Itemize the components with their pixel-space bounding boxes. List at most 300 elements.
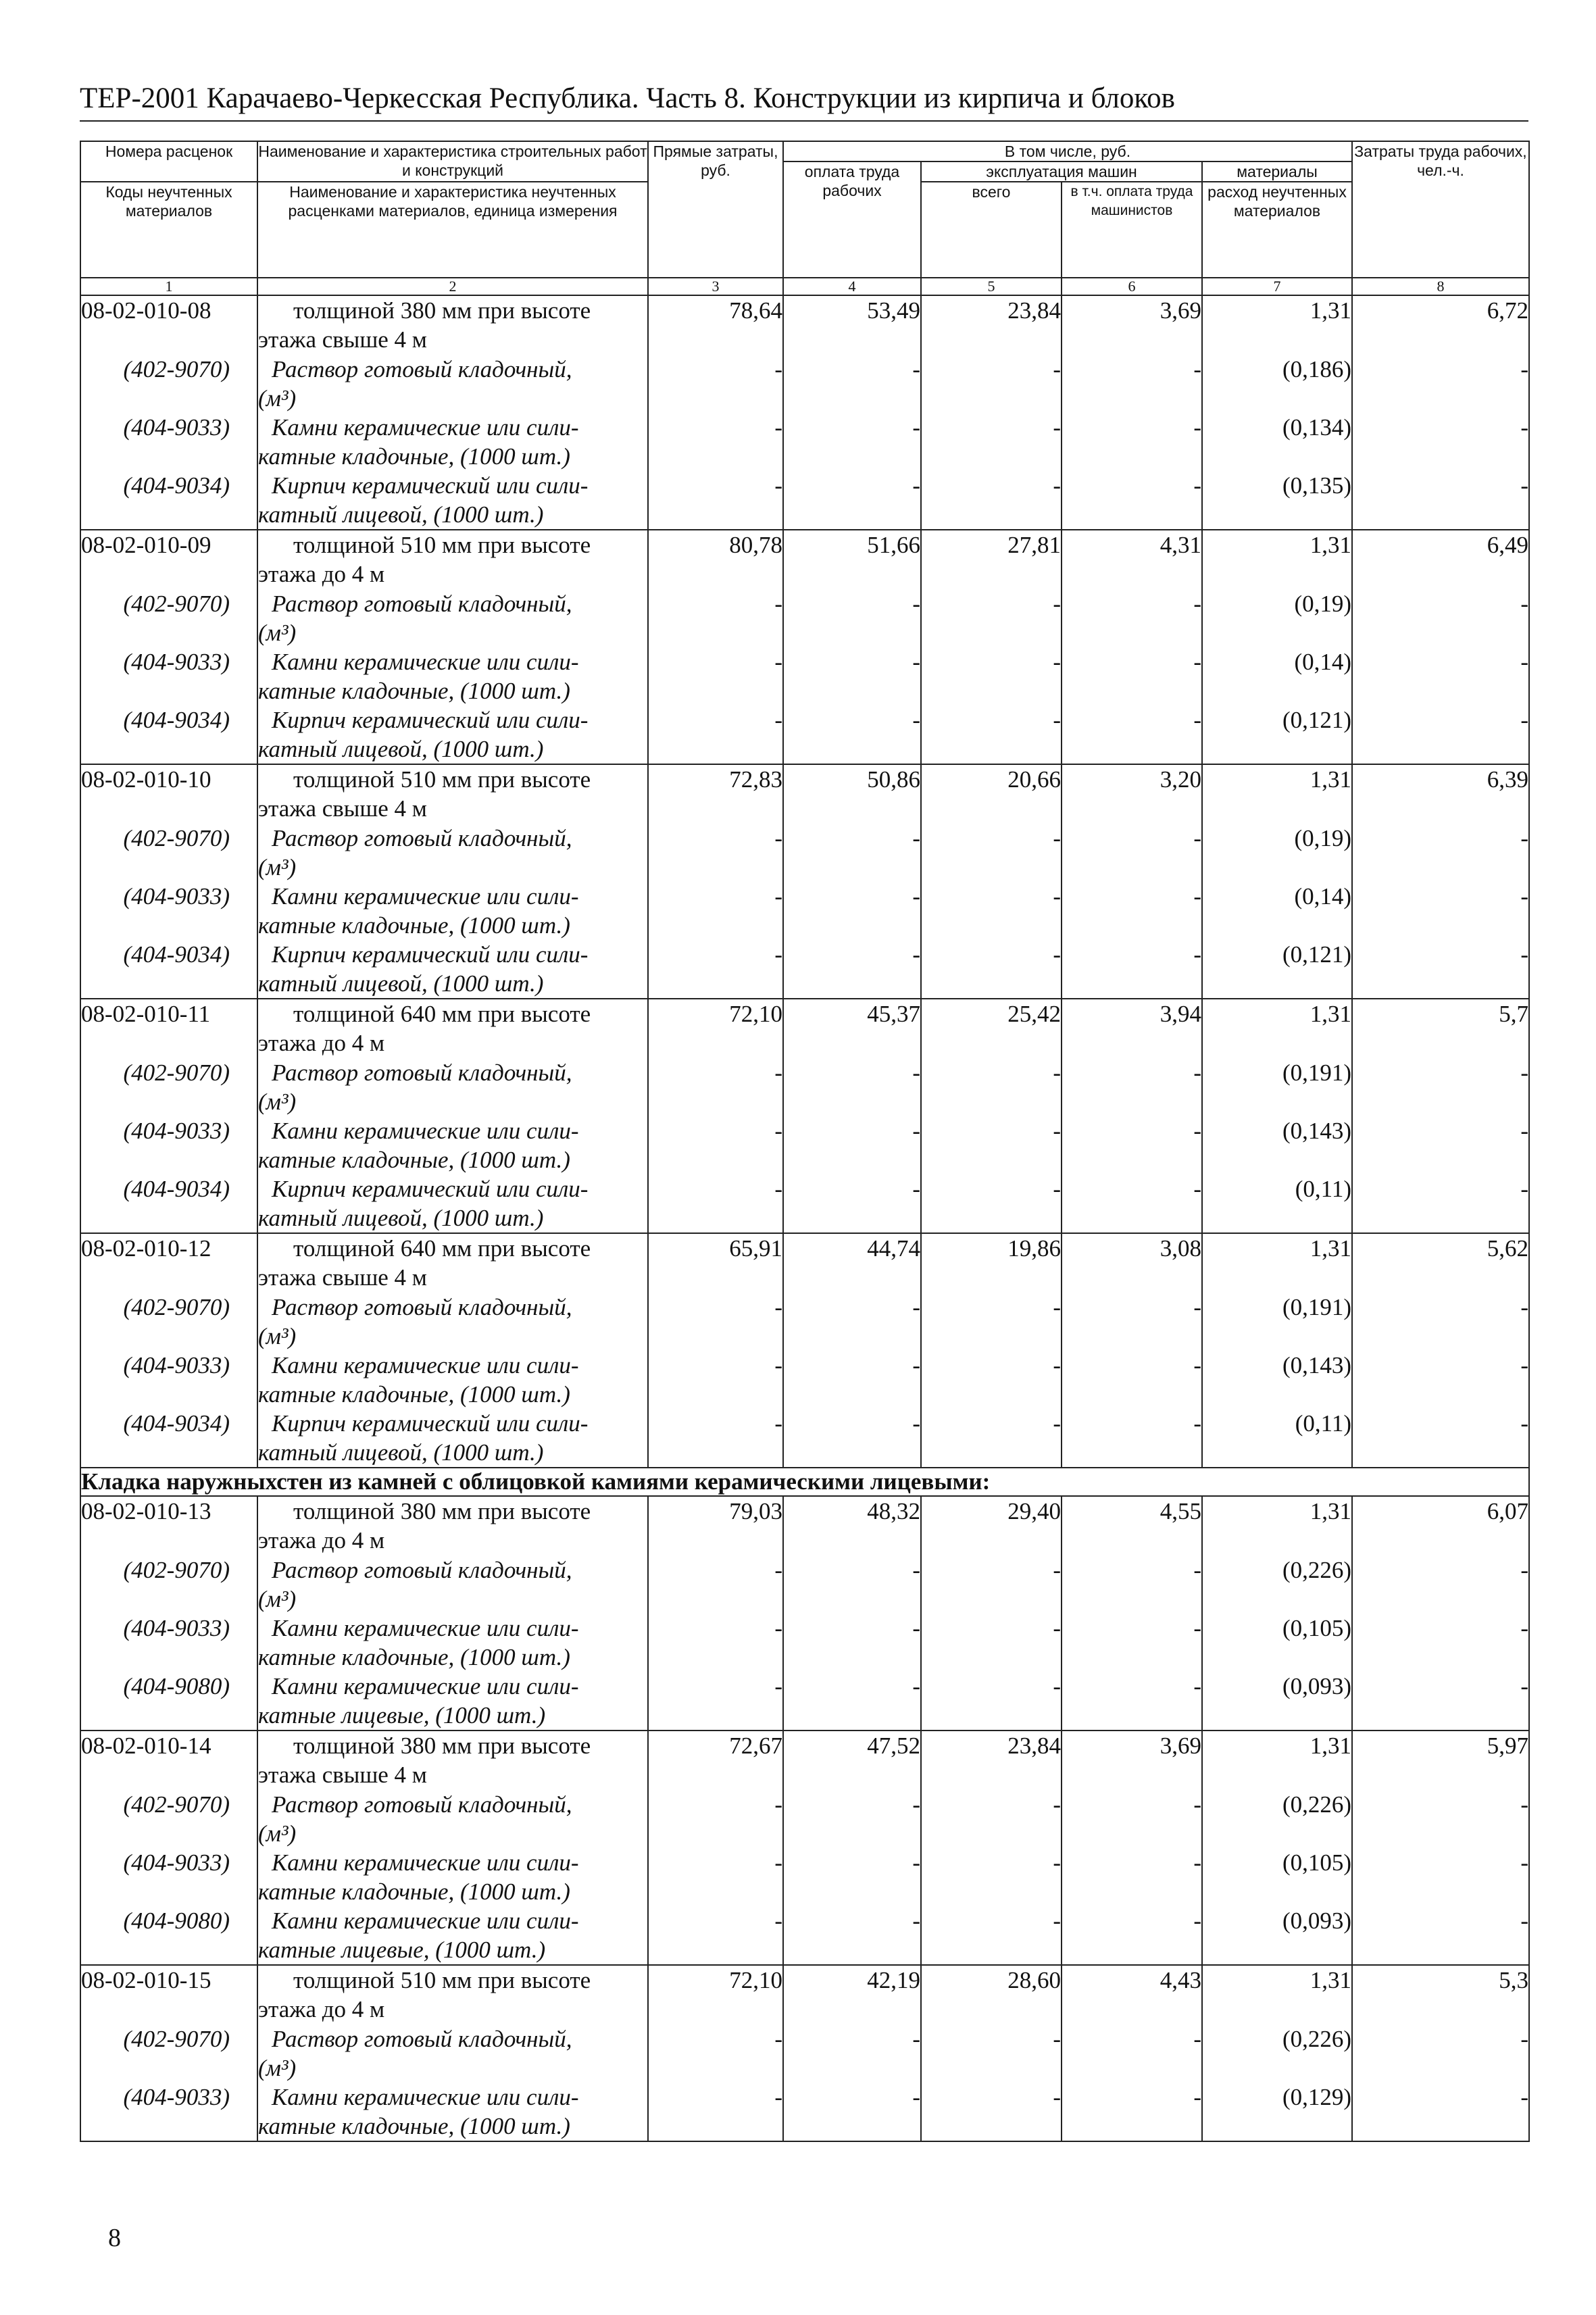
- material-value: -: [1520, 472, 1528, 499]
- rate-value: 47,52: [867, 1733, 920, 1759]
- material-value: (0,191): [1282, 1060, 1351, 1086]
- material-value: -: [1053, 2084, 1061, 2110]
- material-value: -: [1053, 591, 1061, 617]
- material-name-line2: катные кладочные, (1000 шт.): [258, 1147, 570, 1173]
- rate-row: [80, 295, 1529, 530]
- material-value: -: [1520, 1118, 1528, 1144]
- material-value: -: [912, 1176, 920, 1202]
- material-name-line2: катные кладочные, (1000 шт.): [258, 443, 570, 470]
- material-value: (0,19): [1294, 591, 1351, 617]
- material-value: -: [1193, 1410, 1201, 1437]
- material-value: (0,121): [1282, 941, 1351, 968]
- rate-code-cell: [80, 1496, 257, 1731]
- material-value: -: [1193, 1615, 1201, 1641]
- material-name-line2: (м³): [258, 1820, 297, 1847]
- material-value: -: [912, 707, 920, 733]
- rate-value: 3,08: [1159, 1235, 1201, 1262]
- material-name-line2: катные кладочные, (1000 шт.): [258, 912, 570, 939]
- column-numbers-row: [80, 278, 1529, 295]
- rate-value: 6,07: [1487, 1498, 1528, 1524]
- material-code: (404-9033): [123, 1352, 230, 1378]
- rate-value: 3,20: [1159, 766, 1201, 793]
- rate-name-line2: этажа свыше 4 м: [258, 326, 427, 353]
- rate-name: [258, 530, 647, 589]
- material-value: -: [774, 825, 782, 851]
- material-value: -: [1520, 825, 1528, 851]
- material-code: (402-9070): [123, 1294, 230, 1320]
- rate-code: 08-02-010-10: [81, 766, 211, 793]
- material-value: (0,135): [1282, 472, 1351, 499]
- material-name: [258, 1058, 647, 1116]
- material-value: -: [912, 649, 920, 675]
- rate-value: 1,31: [1310, 1733, 1351, 1759]
- material-value: -: [1520, 883, 1528, 910]
- material-value: -: [1053, 414, 1061, 441]
- material-value: -: [1193, 2084, 1201, 2110]
- rate-name-line1: толщиной 640 мм при высоте: [293, 1001, 591, 1027]
- header-machines-total: всего: [921, 182, 1062, 278]
- rate-name-line2: этажа до 4 м: [258, 1996, 385, 2022]
- material-value: -: [1053, 941, 1061, 968]
- rate-row: [80, 1496, 1529, 1731]
- rate-value: 1,31: [1310, 1967, 1351, 1993]
- material-name-line2: катные кладочные, (1000 шт.): [258, 678, 570, 704]
- rate-name-cell: [257, 1496, 648, 1731]
- rate-row: [80, 764, 1529, 999]
- material-code: (404-9033): [123, 1615, 230, 1641]
- material-value: -: [1520, 1410, 1528, 1437]
- rate-code: 08-02-010-14: [81, 1733, 211, 1759]
- column-number: 6: [1062, 278, 1202, 295]
- material-value: -: [1193, 883, 1201, 910]
- value-cell-c3: [648, 1965, 783, 2141]
- rate-name-cell: [257, 764, 648, 999]
- material-value: (0,105): [1282, 1615, 1351, 1641]
- rate-value: 1,31: [1310, 297, 1351, 324]
- material-value: (0,093): [1282, 1908, 1351, 1934]
- value-cell-c7: [1202, 1965, 1352, 2141]
- material-value: -: [1520, 1791, 1528, 1818]
- material-value: -: [912, 1615, 920, 1641]
- material-name-line2: (м³): [258, 620, 297, 646]
- header-workers-pay: оплата труда рабочих: [783, 161, 921, 278]
- material-name-line2: (м³): [258, 2055, 297, 2081]
- rate-value: 72,10: [729, 1001, 782, 1027]
- rate-value: 4,31: [1159, 532, 1201, 558]
- header-work-description: Наименование и характеристика строительных работ и конструкций: [257, 141, 648, 182]
- material-name: [258, 1293, 647, 1351]
- value-cell-c3: [648, 295, 783, 530]
- material-value: (0,105): [1282, 1849, 1351, 1876]
- value-cell-c8: [1352, 1731, 1529, 1965]
- rate-code: 08-02-010-09: [81, 532, 211, 558]
- rate-value: 23,84: [1007, 297, 1061, 324]
- material-value: -: [1193, 1294, 1201, 1320]
- material-value: -: [1520, 1615, 1528, 1641]
- table-header: [80, 141, 1529, 278]
- material-value: -: [912, 1673, 920, 1699]
- material-value: -: [1193, 1557, 1201, 1583]
- material-value: -: [1520, 2026, 1528, 2052]
- material-code: (404-9033): [123, 1849, 230, 1876]
- rate-value: 80,78: [729, 532, 782, 558]
- rate-name-line1: толщиной 380 мм при высоте: [293, 297, 591, 324]
- material-value: -: [912, 2084, 920, 2110]
- rate-name-line1: толщиной 510 мм при высоте: [293, 1967, 591, 1993]
- material-name: [258, 1116, 647, 1174]
- material-value: -: [774, 1060, 782, 1086]
- value-cell-c5: [921, 295, 1062, 530]
- value-cell-c6: [1062, 764, 1202, 999]
- rate-row: [80, 1233, 1529, 1468]
- material-value: -: [1053, 1060, 1061, 1086]
- page-number: 8: [108, 2224, 121, 2252]
- material-value: -: [1053, 1176, 1061, 1202]
- material-name-line1: Кирпич керамический или сили-: [272, 472, 589, 499]
- material-value: -: [1193, 356, 1201, 382]
- value-cell-c7: [1202, 999, 1352, 1233]
- rate-name-line1: толщиной 380 мм при высоте: [293, 1498, 591, 1524]
- rate-name-cell: [257, 999, 648, 1233]
- material-value: -: [1520, 1352, 1528, 1378]
- rate-value: 65,91: [729, 1235, 782, 1262]
- material-name-line2: катные кладочные, (1000 шт.): [258, 1644, 570, 1670]
- material-value: -: [1520, 707, 1528, 733]
- material-value: -: [1053, 1791, 1061, 1818]
- material-value: -: [774, 941, 782, 968]
- value-cell-c4: [783, 1965, 921, 2141]
- rate-code: 08-02-010-15: [81, 1967, 211, 1993]
- value-cell-c3: [648, 999, 783, 1233]
- material-name: [258, 1614, 647, 1672]
- material-value: -: [774, 356, 782, 382]
- material-value: -: [774, 1673, 782, 1699]
- material-value: -: [1520, 649, 1528, 675]
- rate-value: 1,31: [1310, 1235, 1351, 1262]
- material-value: (0,186): [1282, 356, 1351, 382]
- material-name-line1: Кирпич керамический или сили-: [272, 1410, 589, 1437]
- material-name: [258, 705, 647, 764]
- material-value: -: [1053, 472, 1061, 499]
- material-name-line2: катные лицевые, (1000 шт.): [258, 1937, 546, 1963]
- material-name-line2: (м³): [258, 1586, 297, 1612]
- rate-code-cell: [80, 1233, 257, 1468]
- rate-code-cell: [80, 1965, 257, 2141]
- material-value: -: [774, 414, 782, 441]
- material-value: (0,11): [1295, 1176, 1351, 1202]
- header-material-description: Наименование и характеристика неучтенных расценками материалов, единица измерения: [257, 182, 648, 278]
- material-name-line2: катный лицевой, (1000 шт.): [258, 1205, 544, 1231]
- rate-code-cell: [80, 764, 257, 999]
- value-cell-c5: [921, 1731, 1062, 1965]
- value-cell-c4: [783, 1233, 921, 1468]
- rate-value: 48,32: [867, 1498, 920, 1524]
- material-name-line2: катные кладочные, (1000 шт.): [258, 2113, 570, 2139]
- value-cell-c4: [783, 295, 921, 530]
- material-value: -: [1193, 1849, 1201, 1876]
- material-value: -: [1053, 1352, 1061, 1378]
- material-value: -: [1053, 2026, 1061, 2052]
- material-name-line2: катный лицевой, (1000 шт.): [258, 736, 544, 762]
- value-cell-c5: [921, 1233, 1062, 1468]
- material-name-line1: Раствор готовый кладочный,: [272, 1294, 572, 1320]
- rate-name: [258, 1234, 647, 1293]
- material-code: (404-9033): [123, 649, 230, 675]
- material-code: (402-9070): [123, 1557, 230, 1583]
- material-code: (404-9033): [123, 1118, 230, 1144]
- material-value: (0,19): [1294, 825, 1351, 851]
- material-value: -: [774, 1294, 782, 1320]
- material-value: -: [1193, 2026, 1201, 2052]
- material-value: -: [1053, 1410, 1061, 1437]
- material-name: [258, 2024, 647, 2083]
- value-cell-c6: [1062, 999, 1202, 1233]
- material-code: (402-9070): [123, 356, 230, 382]
- material-value: (0,093): [1282, 1673, 1351, 1699]
- material-value: -: [1053, 356, 1061, 382]
- page-header: ТЕР-2001 Карачаево-Черкесская Республика. Часть 8. Конструкции из кирпича и блоков: [80, 80, 1528, 122]
- material-value: (0,143): [1282, 1352, 1351, 1378]
- material-value: -: [1053, 1615, 1061, 1641]
- material-value: -: [1520, 356, 1528, 382]
- value-cell-c3: [648, 1731, 783, 1965]
- material-name: [258, 1351, 647, 1409]
- rate-value: 79,03: [729, 1498, 782, 1524]
- material-value: -: [1520, 1060, 1528, 1086]
- material-code: (404-9080): [123, 1908, 230, 1934]
- value-cell-c8: [1352, 999, 1529, 1233]
- material-value: -: [774, 1557, 782, 1583]
- material-value: -: [912, 825, 920, 851]
- material-name-line1: Раствор готовый кладочный,: [272, 356, 572, 382]
- material-value: -: [1520, 1673, 1528, 1699]
- material-name-line1: Кирпич керамический или сили-: [272, 941, 589, 968]
- material-value: -: [912, 941, 920, 968]
- rate-value: 72,67: [729, 1733, 782, 1759]
- rate-name-line2: этажа до 4 м: [258, 1527, 385, 1553]
- value-cell-c7: [1202, 1731, 1352, 1965]
- material-name-line2: катные кладочные, (1000 шт.): [258, 1878, 570, 1905]
- material-code: (404-9034): [123, 472, 230, 499]
- material-code: (404-9033): [123, 414, 230, 441]
- material-value: -: [1193, 591, 1201, 617]
- material-code: (404-9033): [123, 2084, 230, 2110]
- material-name-line1: Камни керамические или сили-: [272, 414, 579, 441]
- material-name-line1: Камни керамические или сили-: [272, 883, 579, 910]
- material-name-line1: Камни керамические или сили-: [272, 1673, 579, 1699]
- rates-table: [80, 141, 1530, 2142]
- column-number: 4: [783, 278, 921, 295]
- material-value: -: [774, 2026, 782, 2052]
- rate-value: 19,86: [1007, 1235, 1061, 1262]
- material-value: -: [1520, 941, 1528, 968]
- material-value: -: [912, 1791, 920, 1818]
- value-cell-c6: [1062, 1233, 1202, 1468]
- value-cell-c5: [921, 1496, 1062, 1731]
- material-value: (0,134): [1282, 414, 1351, 441]
- material-value: -: [1520, 1176, 1528, 1202]
- material-value: -: [1520, 1557, 1528, 1583]
- rate-value: 1,31: [1310, 532, 1351, 558]
- material-value: -: [1193, 1060, 1201, 1086]
- rate-name: [258, 1966, 647, 2024]
- rate-value: 53,49: [867, 297, 920, 324]
- rate-name-line2: этажа свыше 4 м: [258, 1264, 427, 1291]
- material-name-line1: Камни керамические или сили-: [272, 1352, 579, 1378]
- material-value: (0,191): [1282, 1294, 1351, 1320]
- value-cell-c8: [1352, 1965, 1529, 2141]
- value-cell-c6: [1062, 1731, 1202, 1965]
- material-value: -: [912, 591, 920, 617]
- rate-name-cell: [257, 1731, 648, 1965]
- value-cell-c4: [783, 530, 921, 764]
- material-value: -: [774, 1118, 782, 1144]
- header-materials: материалы: [1202, 161, 1352, 182]
- rate-value: 5,3: [1499, 1967, 1528, 1993]
- rate-code: 08-02-010-13: [81, 1498, 211, 1524]
- rate-value: 45,37: [867, 1001, 920, 1027]
- material-name: [258, 1848, 647, 1906]
- material-value: -: [912, 1410, 920, 1437]
- value-cell-c7: [1202, 295, 1352, 530]
- material-name: [258, 589, 647, 647]
- rate-value: 72,10: [729, 1967, 782, 1993]
- material-value: -: [1053, 1294, 1061, 1320]
- material-value: (0,121): [1282, 707, 1351, 733]
- material-value: (0,226): [1282, 1791, 1351, 1818]
- column-number: 3: [648, 278, 783, 295]
- rate-value: 78,64: [729, 297, 782, 324]
- material-name: [258, 471, 647, 529]
- rate-code-cell: [80, 295, 257, 530]
- material-name-line2: катный лицевой, (1000 шт.): [258, 970, 544, 997]
- material-name-line2: катный лицевой, (1000 шт.): [258, 1439, 544, 1466]
- rate-name-line1: толщиной 380 мм при высоте: [293, 1733, 591, 1759]
- material-code: (402-9070): [123, 1060, 230, 1086]
- rate-name-line2: этажа свыше 4 м: [258, 1762, 427, 1788]
- value-cell-c6: [1062, 1965, 1202, 2141]
- material-name-line1: Раствор готовый кладочный,: [272, 591, 572, 617]
- material-name: [258, 1409, 647, 1467]
- material-value: (0,14): [1294, 649, 1351, 675]
- material-value: -: [912, 356, 920, 382]
- material-code: (404-9080): [123, 1673, 230, 1699]
- rate-value: 1,31: [1310, 1001, 1351, 1027]
- material-name-line1: Кирпич керамический или сили-: [272, 1176, 589, 1202]
- material-name-line1: Кирпич керамический или сили-: [272, 707, 589, 733]
- header-rate-numbers: Номера расценок: [80, 141, 257, 182]
- material-value: -: [774, 1791, 782, 1818]
- material-value: -: [1053, 883, 1061, 910]
- rate-value: 44,74: [867, 1235, 920, 1262]
- rate-name: [258, 1731, 647, 1790]
- material-value: -: [912, 472, 920, 499]
- material-value: -: [1193, 649, 1201, 675]
- rate-value: 1,31: [1310, 1498, 1351, 1524]
- rate-name: [258, 765, 647, 824]
- section-heading-row: [80, 1468, 1529, 1496]
- rate-name-cell: [257, 1233, 648, 1468]
- rate-value: 6,39: [1487, 766, 1528, 793]
- rate-name-line2: этажа до 4 м: [258, 561, 385, 587]
- rate-value: 3,94: [1159, 1001, 1201, 1027]
- material-value: -: [1053, 649, 1061, 675]
- value-cell-c7: [1202, 1496, 1352, 1731]
- value-cell-c5: [921, 764, 1062, 999]
- rate-value: 50,86: [867, 766, 920, 793]
- value-cell-c4: [783, 1496, 921, 1731]
- rate-name-cell: [257, 295, 648, 530]
- column-number: 5: [921, 278, 1062, 295]
- material-value: -: [912, 1118, 920, 1144]
- header-machinists-pay: в т.ч. оплата труда машинистов: [1062, 182, 1202, 278]
- material-value: -: [774, 591, 782, 617]
- material-name-line1: Камни керамические или сили-: [272, 2084, 579, 2110]
- material-code: (404-9034): [123, 707, 230, 733]
- rate-name-line2: этажа свыше 4 м: [258, 795, 427, 822]
- material-value: -: [1520, 591, 1528, 617]
- material-code: (404-9034): [123, 1410, 230, 1437]
- material-name-line2: (м³): [258, 1089, 297, 1115]
- value-cell-c7: [1202, 1233, 1352, 1468]
- value-cell-c4: [783, 999, 921, 1233]
- rate-value: 25,42: [1007, 1001, 1061, 1027]
- rate-code: 08-02-010-11: [81, 1001, 211, 1027]
- material-value: -: [1520, 1908, 1528, 1934]
- column-number: 1: [80, 278, 257, 295]
- material-value: (0,14): [1294, 883, 1351, 910]
- value-cell-c8: [1352, 1233, 1529, 1468]
- value-cell-c6: [1062, 295, 1202, 530]
- rate-value: 20,66: [1007, 766, 1061, 793]
- material-code: (402-9070): [123, 591, 230, 617]
- material-name: [258, 1555, 647, 1614]
- section-heading: Кладка наружныхстен из камней с облицовкой камиями керамическими лицевыми:: [80, 1468, 1529, 1496]
- material-value: -: [1193, 1791, 1201, 1818]
- material-code: (402-9070): [123, 825, 230, 851]
- material-value: -: [774, 883, 782, 910]
- rate-row: [80, 530, 1529, 764]
- material-name-line2: катные кладочные, (1000 шт.): [258, 1381, 570, 1408]
- material-value: -: [774, 1849, 782, 1876]
- material-value: -: [1053, 1118, 1061, 1144]
- material-value: -: [1193, 1673, 1201, 1699]
- material-value: -: [1053, 1849, 1061, 1876]
- value-cell-c4: [783, 1731, 921, 1965]
- material-name-line1: Камни керамические или сили-: [272, 649, 579, 675]
- material-value: (0,226): [1282, 2026, 1351, 2052]
- material-value: -: [912, 1352, 920, 1378]
- value-cell-c5: [921, 999, 1062, 1233]
- material-name-line2: катные лицевые, (1000 шт.): [258, 1702, 546, 1728]
- rate-value: 4,55: [1159, 1498, 1201, 1524]
- material-value: -: [1193, 472, 1201, 499]
- material-value: -: [774, 649, 782, 675]
- rate-value: 4,43: [1159, 1967, 1201, 1993]
- rate-row: [80, 999, 1529, 1233]
- material-name-line1: Камни керамические или сили-: [272, 1849, 579, 1876]
- material-code: (402-9070): [123, 1791, 230, 1818]
- material-value: -: [1193, 1352, 1201, 1378]
- material-value: (0,11): [1295, 1410, 1351, 1437]
- material-name: [258, 413, 647, 471]
- column-number: 8: [1352, 278, 1529, 295]
- rate-value: 6,72: [1487, 297, 1528, 324]
- material-value: -: [1520, 1849, 1528, 1876]
- material-name: [258, 940, 647, 998]
- material-name: [258, 1906, 647, 1964]
- material-name: [258, 1672, 647, 1730]
